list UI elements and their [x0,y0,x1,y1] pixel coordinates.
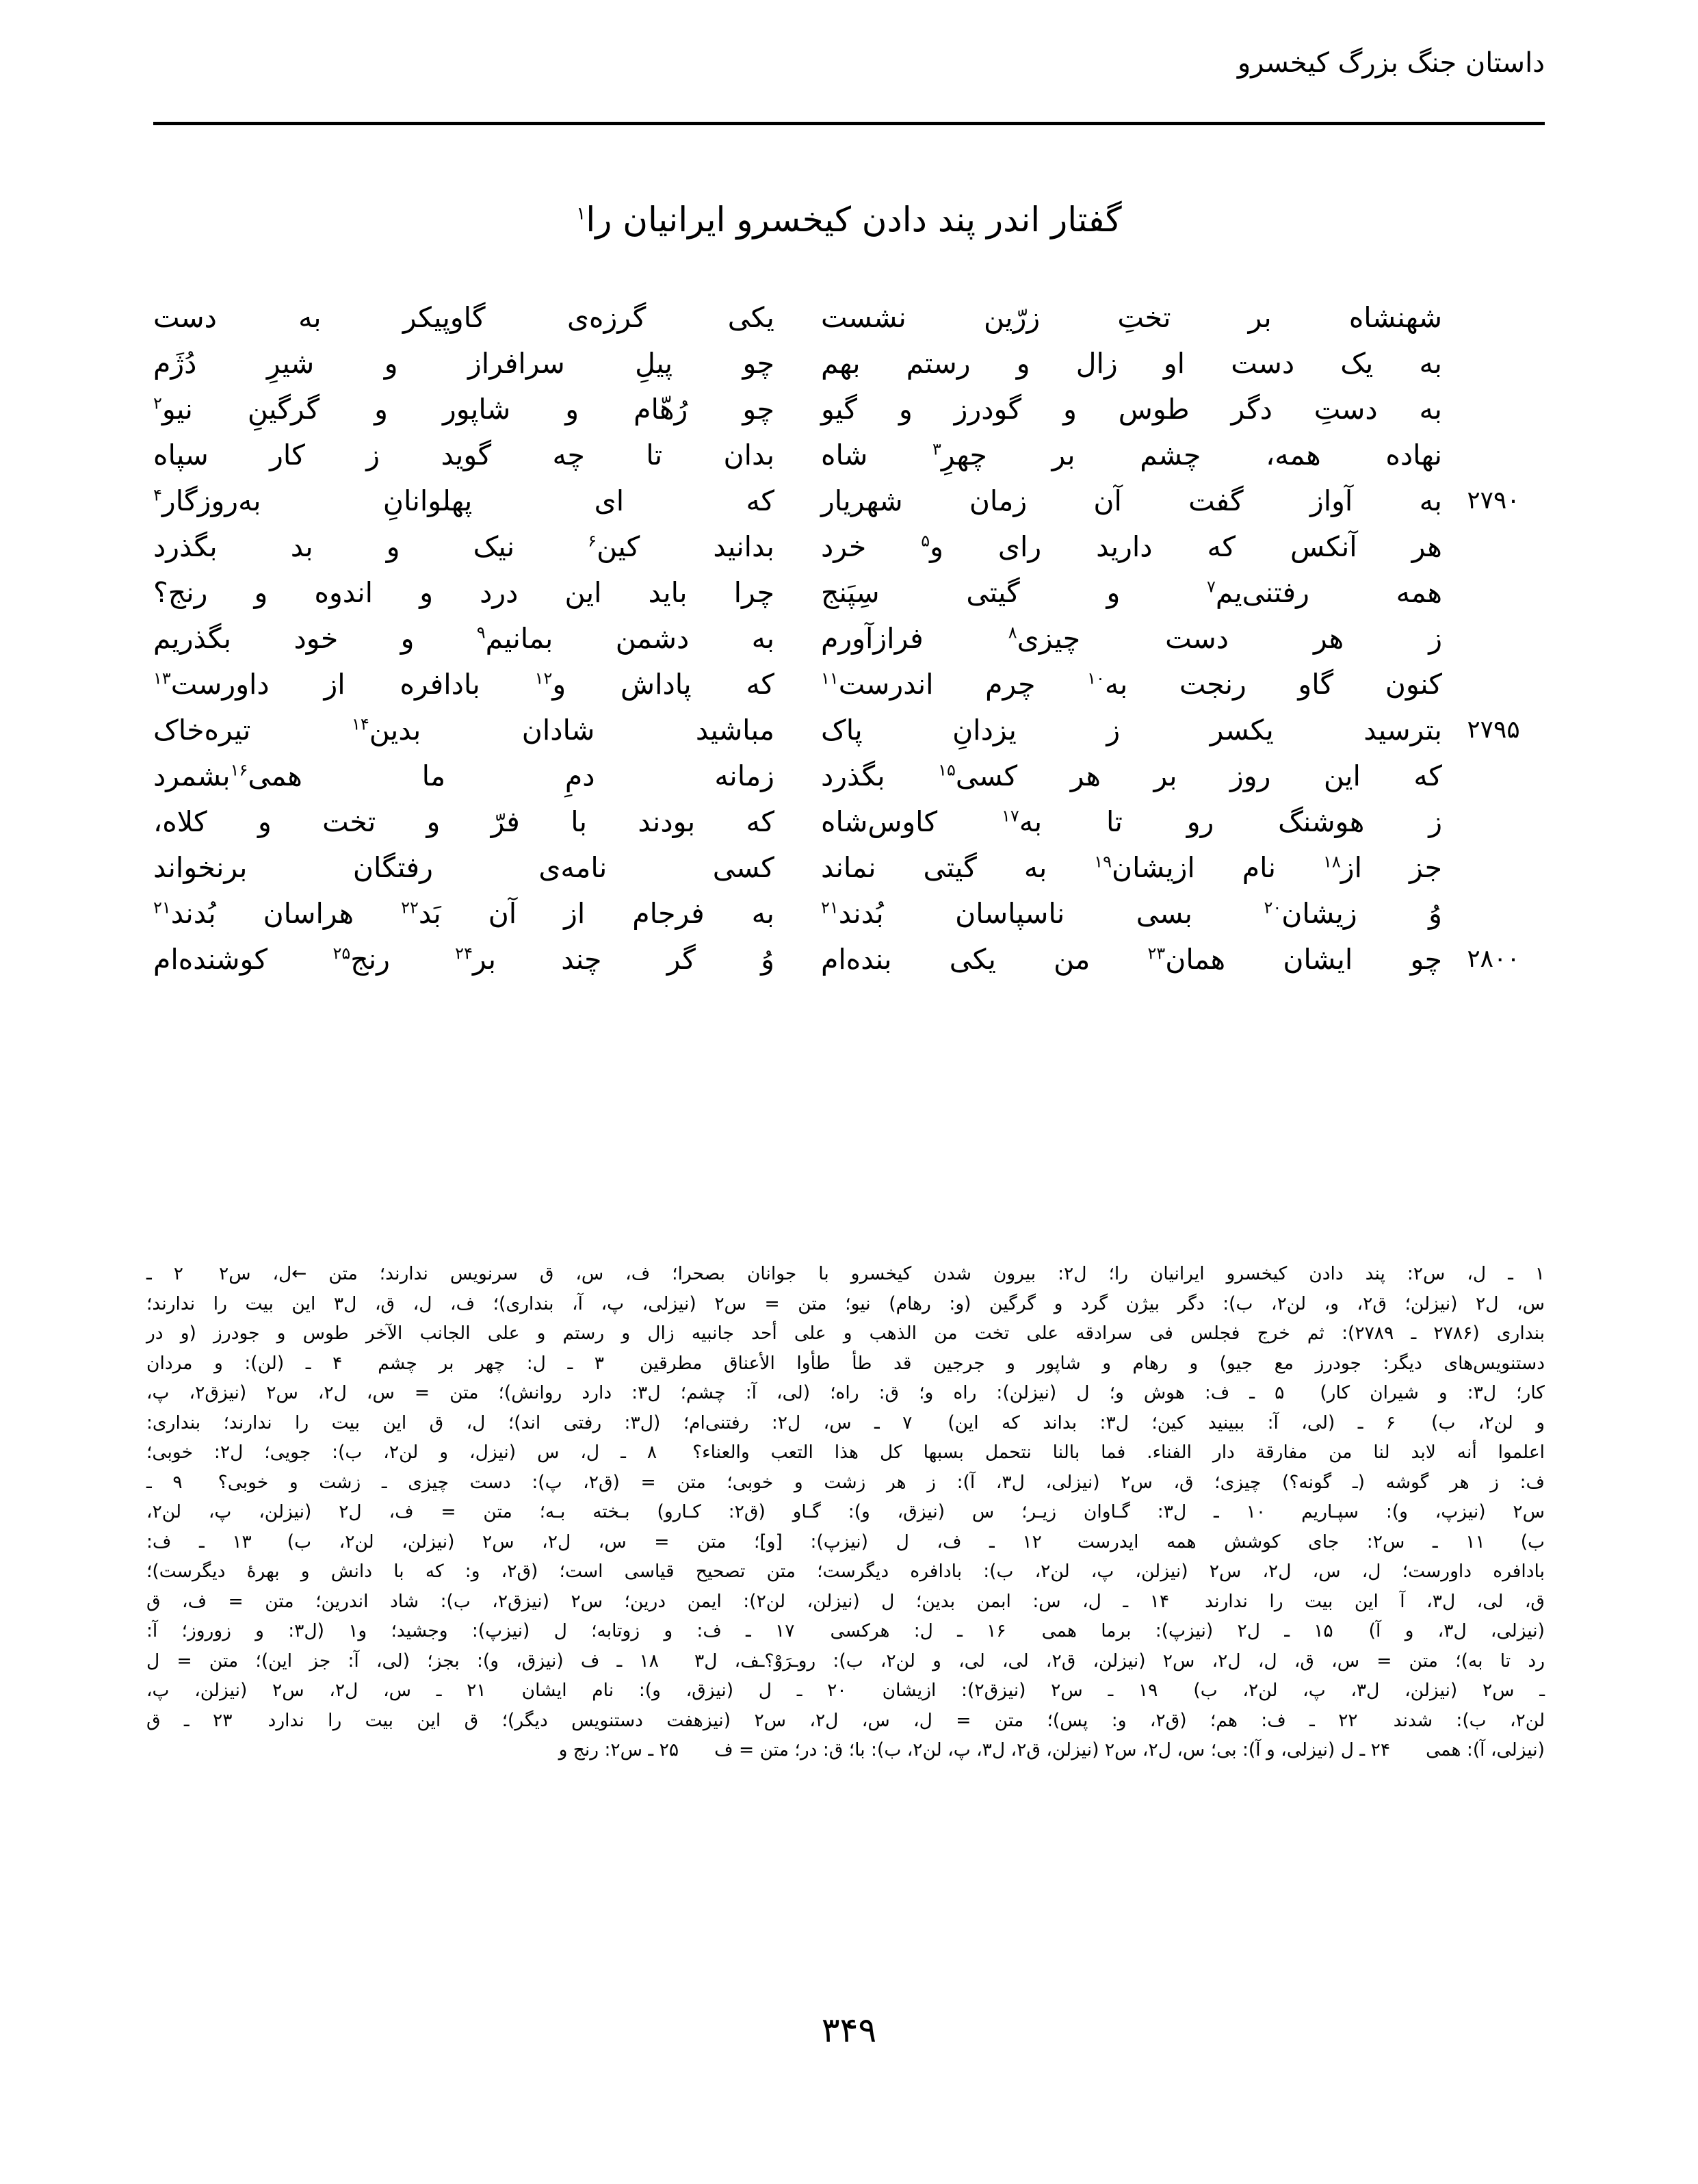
verse-word: تیره‌خاک [153,714,251,746]
verse-word: فرازآورم [821,622,924,655]
hemistich-first [798,616,1442,660]
verse-number: ۲۸۰۰ [1467,945,1520,973]
verse-word: که [746,484,774,517]
verse-word: چند [561,943,602,976]
hemistich-second [153,479,798,523]
verse-word: زال [1075,347,1118,380]
verse-footnote-marker: ۲ [153,393,162,413]
verse-word: رستم [906,347,971,380]
verse-word: مباشید [695,714,774,746]
verse-word: و$^{۱۲}$ [534,668,566,701]
verse-word: گرگینِ [247,393,320,426]
apparatus-line: رد تا به)؛ متن = س، ق، ل، ل۲، س۲ (نیزلن، ق۲، لی، لی، و لن۲، ب): روـرَوْ؟ـف، ل۳۱۸ ـ ف (نیزق، و): بجز؛ (لی، آ: جز این)؛ متن = ل [146,1650,1545,1672]
hemistich-second [153,800,798,844]
verse-word: از [324,668,345,701]
verse-word: از$^{۱۸}$ [1323,851,1362,884]
verse-word: گرزه‌ی [566,301,646,334]
verse-footnote-marker: ۱۳ [153,668,171,688]
verse-word: بَد$^{۲۲}$ [401,897,441,930]
verse-word: بادافره [400,668,480,701]
folio [0,2010,1698,2050]
verse-word: ما [421,759,446,792]
verse-word: و [419,576,433,609]
section-title-line [153,196,1545,244]
verse-word: رنج؟ [153,576,208,609]
verse-word: به [1419,393,1442,426]
verse-word: دمِ [564,759,595,792]
verse-word: به [751,622,774,655]
hemistich-second [153,387,798,431]
verse-word: زیشان$^{۲۰}$ [1264,897,1357,930]
verse-word: تا [646,439,663,471]
verse-footnote-marker: ۴ [153,485,162,505]
verse-word: زرّین [983,301,1041,334]
verse-word: ای [594,484,625,517]
hemistich-second [153,846,798,889]
verse-word: بدانید [713,530,774,563]
verse-footnote-marker: ۱۸ [1323,852,1341,872]
verse-word: برنخواند [153,851,248,884]
verse-word: اندرست$^{۱۱}$ [821,668,934,701]
verse-footnote-marker: ۲۱ [153,898,171,918]
verse-word: شادان [521,714,595,746]
verse-footnote-marker: ۱۶ [230,760,248,780]
verse-footnote-marker: ۲۴ [455,944,473,963]
verse-word: خود [293,622,339,655]
verse-word: ز [1428,622,1442,655]
verse-word: بر [1153,759,1177,792]
verse-footnote-marker: ۱۴ [351,714,369,734]
verse-word: گر [666,943,696,976]
hemistich-first [798,846,1442,889]
apparatus-line: (نیزلی، آ): همی۲۴ ـ ل (نیزلی، و آ): بی؛ س، ل۲، س۲ (نیزلن، ق۲، ل۳، پ، لن۲، ب): با؛ ق: در؛ متن = ف۲۵ ـ س۲: رنج و [558,1739,1545,1760]
running-header-text: داستان جنگ بزرگ کیخسرو [1237,47,1545,79]
apparatus-line: ـ س۲ (نیزلن، ل۳، پ، لن۲، ب)۱۹ ـ س۲ (نیزق۲): ازیشان۲۰ ـ ل (نیزق، و): نام ایشان۲۱ ـ س، ل۲، س۲ (نیزلن، پ، [146,1680,1545,1701]
verse-row [153,479,1545,525]
hemistich-first [798,296,1442,339]
verse-word: و [565,393,579,426]
verse-word: و [384,347,398,380]
verse-word: و [254,576,268,609]
verse-row [153,937,1545,983]
verse-word: ز [1106,714,1121,746]
hemistich-second [153,525,798,569]
verse-word: بر [1248,301,1272,334]
verse-word: کاوس‌شاه [821,805,938,838]
verse-row [153,662,1545,708]
hemistich-first [798,937,1442,981]
verse-word: شاه [821,439,868,471]
verse-word: چو [742,347,774,380]
verse-word: به$^{۱۷}$ [1002,805,1043,838]
verse-word: شهنشاه [1348,301,1442,334]
verse-word: سرافراز [467,347,565,380]
verse-word: و [400,622,415,655]
verse-word: رُهّام [634,393,688,426]
verse-word: و [386,530,400,563]
verse-word: چو [1410,943,1442,976]
verse-word: و [1106,576,1121,609]
verse-word: آنکس [1290,530,1357,563]
verse-word: رفتگان [352,851,433,884]
verse-word: پاداش [621,668,692,701]
verse-footnote-marker: ۱۹ [1094,852,1112,872]
verse-footnote-marker: ۱۵ [938,760,956,780]
verse-word: بدین$^{۱۴}$ [351,714,421,746]
verse-word: دارید [1096,530,1153,563]
verse-row [153,616,1545,662]
verse-word: نام [1242,851,1277,884]
verse-footnote-marker: ۸ [1008,623,1017,642]
verse-number: ۲۷۹۵ [1467,716,1520,744]
verse-word: گوید [441,439,492,471]
verse-word: ایشان [1283,943,1353,976]
verse-word: آواز [1309,484,1353,517]
verse-row [153,892,1545,937]
verse-word: باید [648,576,688,609]
apparatus-line: بنداری (۲۷۸۶ ـ ۲۷۸۹): ثم خرج فجلس فی سرادقه علی تخت من الذهب و علی أحد جانبیه زال و رستم و علی الجانب الآخر طوس و جودرز (و در [146,1323,1545,1344]
verse-word: دست [153,301,217,334]
apparatus-footnotes [146,1259,1545,1765]
apparatus-line: کار؛ ل۳: و شیران کار)۵ ـ ف: هوش و؛ ل (نیزلن): راه و؛ ق: راه؛ (لی، آ: چشم؛ ل۳: دارد روانش)؛ متن = س، ل۲، س۲ (نیزق۲، پ، [146,1382,1545,1403]
apparatus-line: بادافره داورست؛ ل، س، ل۲، س۲ (نیزلن، پ، لن۲، ب): بادافره دیگرست؛ متن تصحیح قیاسی است؛ (ق۲، و: که با دانش و بهرۀ دیگرست)؛ [146,1561,1545,1582]
verse-word: این [564,576,602,609]
verse-word: یک [1340,347,1374,380]
verse-word: چیزی$^۸$ [1008,622,1081,655]
verse-word: بودند [638,805,696,838]
verse-footnote-marker: ۲۲ [401,898,419,918]
hemistich-first [798,479,1442,523]
verse-word: او [1163,347,1186,380]
verse-word: بُدند$^{۲۱}$ [153,897,216,930]
verse-row [153,800,1545,846]
apparatus-line: ب)۱۱ ـ س۲: جای کوشش همه ایدرست۱۲ ـ ف، ل (نیزپ): [و]؛ متن = س، ل۲، س۲ (نیزلن، لن۲، ب)۱۳ ـ ف: [146,1531,1545,1552]
verse-word: بر [1052,439,1075,471]
verse-word: گفت [1188,484,1244,517]
verse-word: اندوه [314,576,374,609]
apparatus-line: ق، لی، ل۳، آ این بیت را ندارند۱۴ ـ ل، س: ابمن بدین؛ ل (نیزلن، لن۲): ایمن درین؛ س۲ (نیزق۲، ب): شاد اندرین؛ متن = ف، ق [146,1590,1545,1612]
verse-word: دگر [1231,393,1272,426]
hemistich-second [153,937,798,981]
verse-word: بگذرد [821,759,885,792]
verse-word: و [426,805,441,838]
verse-word: به [751,897,774,930]
verse-word: به [1419,347,1442,380]
verse-word: و [898,393,913,426]
verse-word: یکی [727,301,774,334]
verse-word: به [1419,484,1442,517]
verse-word: کوشنده‌ام [153,943,268,976]
verse-word: گاو [1298,668,1334,701]
apparatus-line: لن۲، ب): شدند۲۲ ـ ف: هم؛ (ق۲، و: پس)؛ متن = ل، س، ل۲، س۲ (نیزهفت دستنویس دیگر)؛ ق این بیت را ندارد۲۳ ـ ق [146,1709,1545,1731]
verse-word: ازیشان$^{۱۹}$ [1094,851,1195,884]
verse-word: ناسپاسان [955,897,1065,930]
verse-word: یکی [949,943,996,976]
verse-word: وُ [761,943,774,976]
verse-word: داورست$^{۱۳}$ [153,668,270,701]
verse-word: بمانیم$^۹$ [476,622,553,655]
verse-word: دُژَم [153,347,197,380]
verse-word: گیو [821,393,858,426]
verse-word: کسی$^{۱۵}$ [938,759,1018,792]
verse-word: ز [366,439,380,471]
verse-word: به [1023,851,1047,884]
verse-footnote-marker: ۱۰ [1087,668,1105,688]
apparatus-line: ۱ ـ ل، س۲: پند دادن کیخسرو ایرانیان را؛ ل۲: بیرون شدن کیخسرو با جوانان بصحرا؛ ف، س، ق سرنویس ندارند؛ متن ←ل، س۲۲ ـ [146,1263,1545,1284]
verse-word: که [746,668,774,701]
verse-word: با [571,805,588,838]
verse-word: بدان [723,439,774,471]
verse-word: کلاه، [153,805,207,838]
apparatus-line: س، ل۲ (نیزلن؛ ق۲، و، لن۲، ب): دگر بیژن گرد و گرگین (و: رهام) نیو؛ متن = س۲ (نیزلی، پ، آ، بنداری)؛ ف، ل، ق، ل۳ این بیت را ندارند؛ [146,1292,1545,1314]
verse-word: رای [997,530,1042,563]
verse-word: گیتی [966,576,1020,609]
verse-word: آن [1093,484,1122,517]
verse-word: طوس [1118,393,1190,426]
hemistich-second [153,341,798,385]
folio-number: ۳۴۹ [821,2010,877,2050]
verse-word: سِپَنج [821,576,880,609]
hemistich-first [798,341,1442,385]
verse-footnote-marker: ۵ [921,531,930,551]
verse-word: رنجت [1179,668,1246,701]
verse-word: بترسید [1363,714,1442,746]
verse-row [153,708,1545,754]
verse-word: وُ [1428,897,1442,930]
verse-word: که [746,805,774,838]
hemistich-second [153,616,798,660]
verse-word: همه [1396,576,1442,609]
verse-word: دستِ [1314,393,1378,426]
verse-word: تخت [322,805,376,838]
verse-row [153,846,1545,892]
hemistich-first [798,571,1442,614]
header-divider-rule [153,122,1545,125]
apparatus-line: اعلموا أنه لابد لنا من مفارقة دار الفناء. فما بالنا نتحمل بسبها کل هذا التعب والعناء؟۸ ـ ل، س (نیزل، و لن۲، ب): جویی؛ ل۲: خوبی؛ [146,1442,1545,1463]
running-header [153,42,1545,86]
verse-word: بُدند$^{۲۱}$ [821,897,884,930]
verse-word: همی$^{۱۶}$بشمرد [153,759,302,792]
hemistich-first [798,708,1442,752]
verse-word: هوشنگ [1278,805,1365,838]
verse-word: کار [270,439,305,471]
hemistich-first [798,800,1442,844]
verse-footnote-marker: ۲۰ [1264,898,1282,918]
verse-word: فرّ [491,805,520,838]
verse-row [153,754,1545,800]
section-title [153,196,1545,244]
verse-word: یزدانِ [952,714,1017,746]
hemistich-first [798,662,1442,706]
verse-word: که [1413,759,1442,792]
verse-footnote-marker: ۱۱ [821,668,839,688]
verse-word: آن [488,897,517,930]
hemistich-first [798,892,1442,935]
hemistich-first [798,433,1442,477]
verse-word: زمان [969,484,1028,517]
verse-word: شهریار [821,484,903,517]
verse-word: نهاده [1385,439,1442,471]
verse-word: هر [1070,759,1101,792]
hemistich-second [153,662,798,706]
hemistich-first [798,525,1442,569]
verse-word: رو [1186,805,1214,838]
verse-word: که [1207,530,1236,563]
verse-word: شیرِ [266,347,315,380]
verse-word: بگذریم [153,622,232,655]
verse-word: نامه‌ی [538,851,608,884]
section-title-text: گفتار اندر پند دادن کیخسرو ایرانیان را [586,200,1122,239]
verse-row [153,571,1545,616]
verse-word: چه [552,439,585,471]
verse-word: تختِ [1117,301,1171,334]
verse-word: دشمن [615,622,690,655]
verse-footnote-marker: ۲۱ [821,898,839,918]
verse-footnote-marker: ۲۳ [1147,944,1166,963]
verse-word: از [564,897,586,930]
apparatus-line: ف: ز هر گوشه (ـ گونه؟) چیزی؛ ق، س۲ (نیزلی، ل۳، آ): ز هر زشت و خوبی؛ متن = (ق۲، پ): دست چیزی ـ زشت و خوبی؟۹ ـ [146,1471,1545,1493]
verse-word: ز [1428,805,1442,838]
verse-word: چشم [1140,439,1201,471]
verse-word: نماند [821,851,876,884]
verse-word: و [1016,347,1030,380]
hemistich-second [153,892,798,935]
verse-word: بد [290,530,313,563]
verse-word: کنون [1385,668,1442,701]
verse-footnote-marker: ۱۷ [1002,806,1019,826]
verse-word: و [258,805,272,838]
verse-word: سپاه [153,439,209,471]
section-title-footnote-marker: ۱ [576,203,586,224]
verse-word: یکسر [1210,714,1274,746]
verse-footnote-marker: ۷ [1207,577,1216,597]
verse-footnote-marker: ۳ [932,439,941,459]
hemistich-second [153,571,798,614]
verse-word: هر [1313,622,1344,655]
verse-word: گیتی [923,851,977,884]
verse-word: بگذرد [153,530,218,563]
verse-word: تا [1106,805,1123,838]
verse-word: چو [742,393,774,426]
hemistich-second [153,296,798,339]
verse-footnote-marker: ۱۲ [534,668,553,688]
verse-word: گودرز [954,393,1022,426]
verse-word: هر [1411,530,1442,563]
verse-word: نیک [473,530,515,563]
verse-word: پیلِ [635,347,672,380]
verse-word: درد [480,576,519,609]
verse-word: چرا [733,576,774,609]
verse-word: کسی [712,851,774,884]
verse-row [153,525,1545,571]
apparatus-line: و لن۲، ب)۶ ـ (لی، آ: ببینید کین؛ ل۳: بداند که این)۷ ـ س، ل۲: رفتنی‌ام؛ (ل۳: رفتی اند)؛ ل، ق این بیت را ندارند؛ بنداری: [146,1412,1545,1433]
verse-word: چرم [985,668,1036,701]
verse-word: چهرِ$^۳$ [932,439,987,471]
verse-word: فرجام [632,897,705,930]
verse-footnote-marker: ۹ [476,623,486,642]
verse-word: رفتنی‌یم$^۷$ [1207,576,1309,609]
verse-word: نیو$^۲$ [153,393,193,426]
verse-word: دست [1165,622,1229,655]
verse-word: همان$^{۲۳}$ [1147,943,1226,976]
verse-word: و [374,393,388,426]
hemistich-second [153,433,798,477]
verse-word: بنده‌ام [821,943,892,976]
hemistich-second [153,708,798,752]
verse-row [153,433,1545,479]
verse-word: کین$^۶$ [588,530,640,563]
verse-row [153,341,1545,387]
verse-word: رنج$^{۲۵}$ [332,943,390,976]
apparatus-line: دستنویس‌های دیگر: جودرز مع جیو) و رهام و شاپور و جرجین قد طأ طأوا الأعناق مطرقین۳ ـ ل: چهر بر چشم۴ ـ (لن): و مردان [146,1352,1545,1374]
verse-row [153,387,1545,433]
verse-word: و [1063,393,1077,426]
verse-word: خرد [821,530,867,563]
verse-word: من [1054,943,1090,976]
verse-word: زمانه [714,759,774,792]
verse-word: همه، [1266,439,1321,471]
verse-word: شاپور [442,393,511,426]
verse-word: پاک [821,714,863,746]
verse-word: هراسان [263,897,354,930]
verse-block [153,296,1545,983]
verse-word: گاوپیکر [402,301,486,334]
hemistich-first [798,754,1442,798]
verse-word: پهلوانانِ [382,484,473,517]
verse-word: دست [1231,347,1295,380]
verse-word: روز [1230,759,1271,792]
verse-word: و$^۵$ [921,530,943,563]
verse-word: بر$^{۲۴}$ [455,943,496,976]
verse-word: بهم [821,347,861,380]
hemistich-first [798,387,1442,431]
verse-word: به‌روزگار$^۴$ [153,484,261,517]
verse-word: به [298,301,322,334]
verse-number: ۲۷۹۰ [1467,486,1520,515]
verse-word: جز [1409,851,1442,884]
verse-footnote-marker: ۲۵ [332,944,351,963]
verse-word: این [1323,759,1361,792]
apparatus-line: س۲ (نیزپ، و): سپـاریم۱۰ ـ ل۳: گـاوان زیـر؛ س (نیزق، و): گـاو (ق۲: کـارو) بـخته بـه؛ متن = ف، ل۲ (نیزلن، پ، لن۲، [146,1501,1545,1522]
verse-row [153,296,1545,341]
hemistich-second [153,754,798,798]
verse-word: بسی [1136,897,1192,930]
verse-word: نشست [821,301,906,334]
verse-word: به$^{۱۰}$ [1087,668,1128,701]
verse-footnote-marker: ۶ [588,531,597,551]
apparatus-line: (نیزلی، ل۳، و آ)۱۵ ـ ل۲ (نیزپ): برما همی۱۶ ـ ل: هرکسی۱۷ ـ ف: و زوتابه؛ ل (نیزپ): وجشید؛ و۱ (ل۳: و زوروز؛ آ: [146,1620,1545,1641]
